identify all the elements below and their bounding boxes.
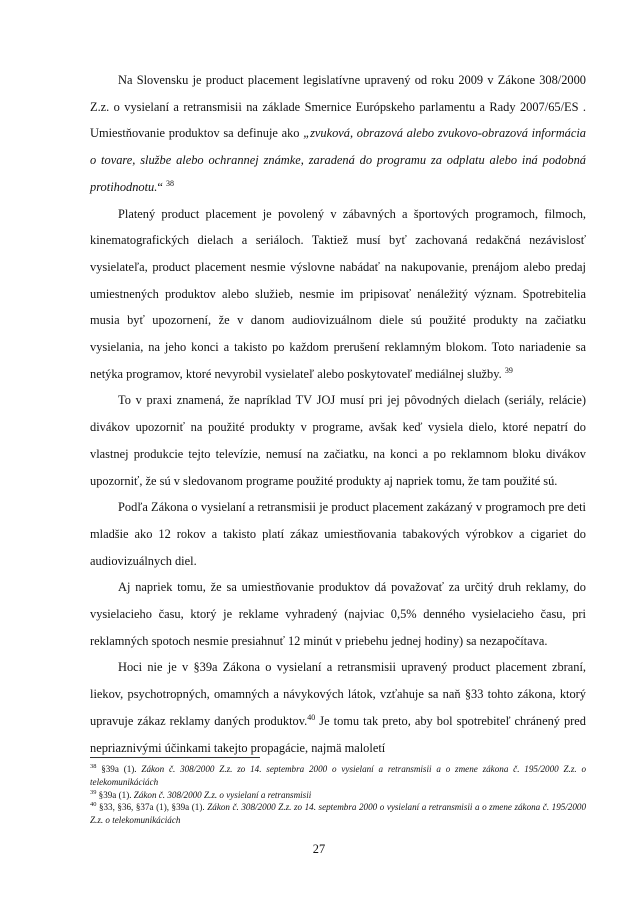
paragraph-1 [90,67,586,201]
footnote-reference-39[interactable]: 39 [504,365,513,375]
paragraph-5 [90,574,586,654]
paragraph-5-text: Aj napriek tomu, že sa umiestňovanie produktov dá považovať za určitý druh reklamy, do vysielacieho času, ktorý je reklame vyhradený (najviac 0,5% denného vysielacieho času, pri reklamných spotoch nesmie presiahnuť 12 minút v priebehu jednej hodiny) sa nezapočítava. [90,580,586,648]
paragraph-3 [90,387,586,494]
footnotes [90,763,586,827]
body-text [90,67,586,761]
paragraph-4-text: Podľa Zákona o vysielaní a retransmisii je product placement zakázaný v programoch pre deti mladšie ako 12 rokov a takisto platí zákaz umiestňovania tabakových výrobkov a cigariet do audiovizuálnych diel. [90,500,586,568]
paragraph-6-text: Hoci nie je v §39a Zákona o vysielaní a retransmisii upravený product placement zbraní, liekov, psychotropných, omamných a návykových látok, vzťahuje sa naň §33 tohto zákona, ktorý upravuje zákaz reklamy daných produktov. [90,660,586,728]
footnote-39 [90,789,586,802]
paragraph-2-text: Platený product placement je povolený v zábavných a športových programoch, filmoch, kinematografických dielach a seriáloch. Taktiež musí byť zachovaná redakčná nezávislosť vysielateľa, product placement nesmie výslovne nabádať na nakupovanie, prenájom alebo predaj umiestnených produktov alebo služieb, nesmie im pripisovať nenáležitý význam. Spotrebitelia musia byť upozornení, že v danom audiovizuálnom diele sú použité produkty na začiatku vysielania, na jeho konci a takisto po každom prerušení reklamným blokom. Toto nariadenie sa netýka programov, ktoré nevyrobil vysielateľ alebo poskytovateľ mediálnej služby. [90,206,586,381]
paragraph-6 [90,654,586,761]
footnote-reference-40[interactable]: 40 [307,712,316,722]
footnote-number: 38 [90,762,97,770]
footnote-38 [90,763,586,789]
footnote-section: §33, §36, §37a (1), §39a (1). [96,802,208,813]
footnote-40 [90,801,586,827]
footnote-section: §39a (1). [96,789,134,800]
footnote-number: 39 [90,788,97,796]
paragraph-1-quote-close: “ [157,179,166,194]
paragraph-6-text-cont: Je tomu tak preto, aby bol spotrebiteľ chránený pred nepriaznivými účinkami takejto propagácie, najmä maloletí [90,713,586,755]
paragraph-1-definition-quote: „zvuková, obrazová alebo zvukovo-obrazová informácia o tovare, službe alebo ochrannej známke, zaradená do programu za odplatu alebo iná podobná protihodnotu. [90,126,586,194]
footnote-reference-38[interactable]: 38 [165,178,174,188]
footnote-citation: Zákon č. 308/2000 Z.z. zo 14. septembra 2000 o vysielaní a retransmisii a o zmene zákona č. 195/2000 Z.z. o telekomunikáciách [90,802,586,826]
paragraph-3-text: To v praxi znamená, že napríklad TV JOJ musí pri jej pôvodných dielach (seriály, relácie) divákov upozorniť na použité produkty v programe, avšak keď vysiela dielo, ktoré nepatrí do vlastnej produkcie tejto televízie, nemusí na začiatku, na konci a po reklamnom bloku divákov upozorniť, že sú v sledovanom programe použité produkty aj napriek tomu, že tam použité sú. [90,393,586,488]
paragraph-1-text: Na Slovensku je product placement legislatívne upravený od roku 2009 v Zákone 308/2000 Z.z. o vysielaní a retransmisii na základe Smernice Európskeho parlamentu a Rady 2007/65/ES . Umiestňovanie produktov sa definuje ako [90,73,586,141]
footnote-divider [90,757,260,758]
paragraph-2 [90,201,586,388]
footnote-citation: Zákon č. 308/2000 Z.z. zo 14. septembra 2000 o vysielaní a retransmisii a o zmene zákona č. 195/2000 Z.z. o telekomunikáciách [90,764,586,787]
paragraph-4 [90,494,586,574]
footnote-citation: Zákon č. 308/2000 Z.z. o vysielaní a retransmisii [133,789,312,800]
page-number: 27 [312,842,326,856]
footnote-section: §39a (1). [96,764,142,774]
footnote-number: 40 [90,801,97,809]
